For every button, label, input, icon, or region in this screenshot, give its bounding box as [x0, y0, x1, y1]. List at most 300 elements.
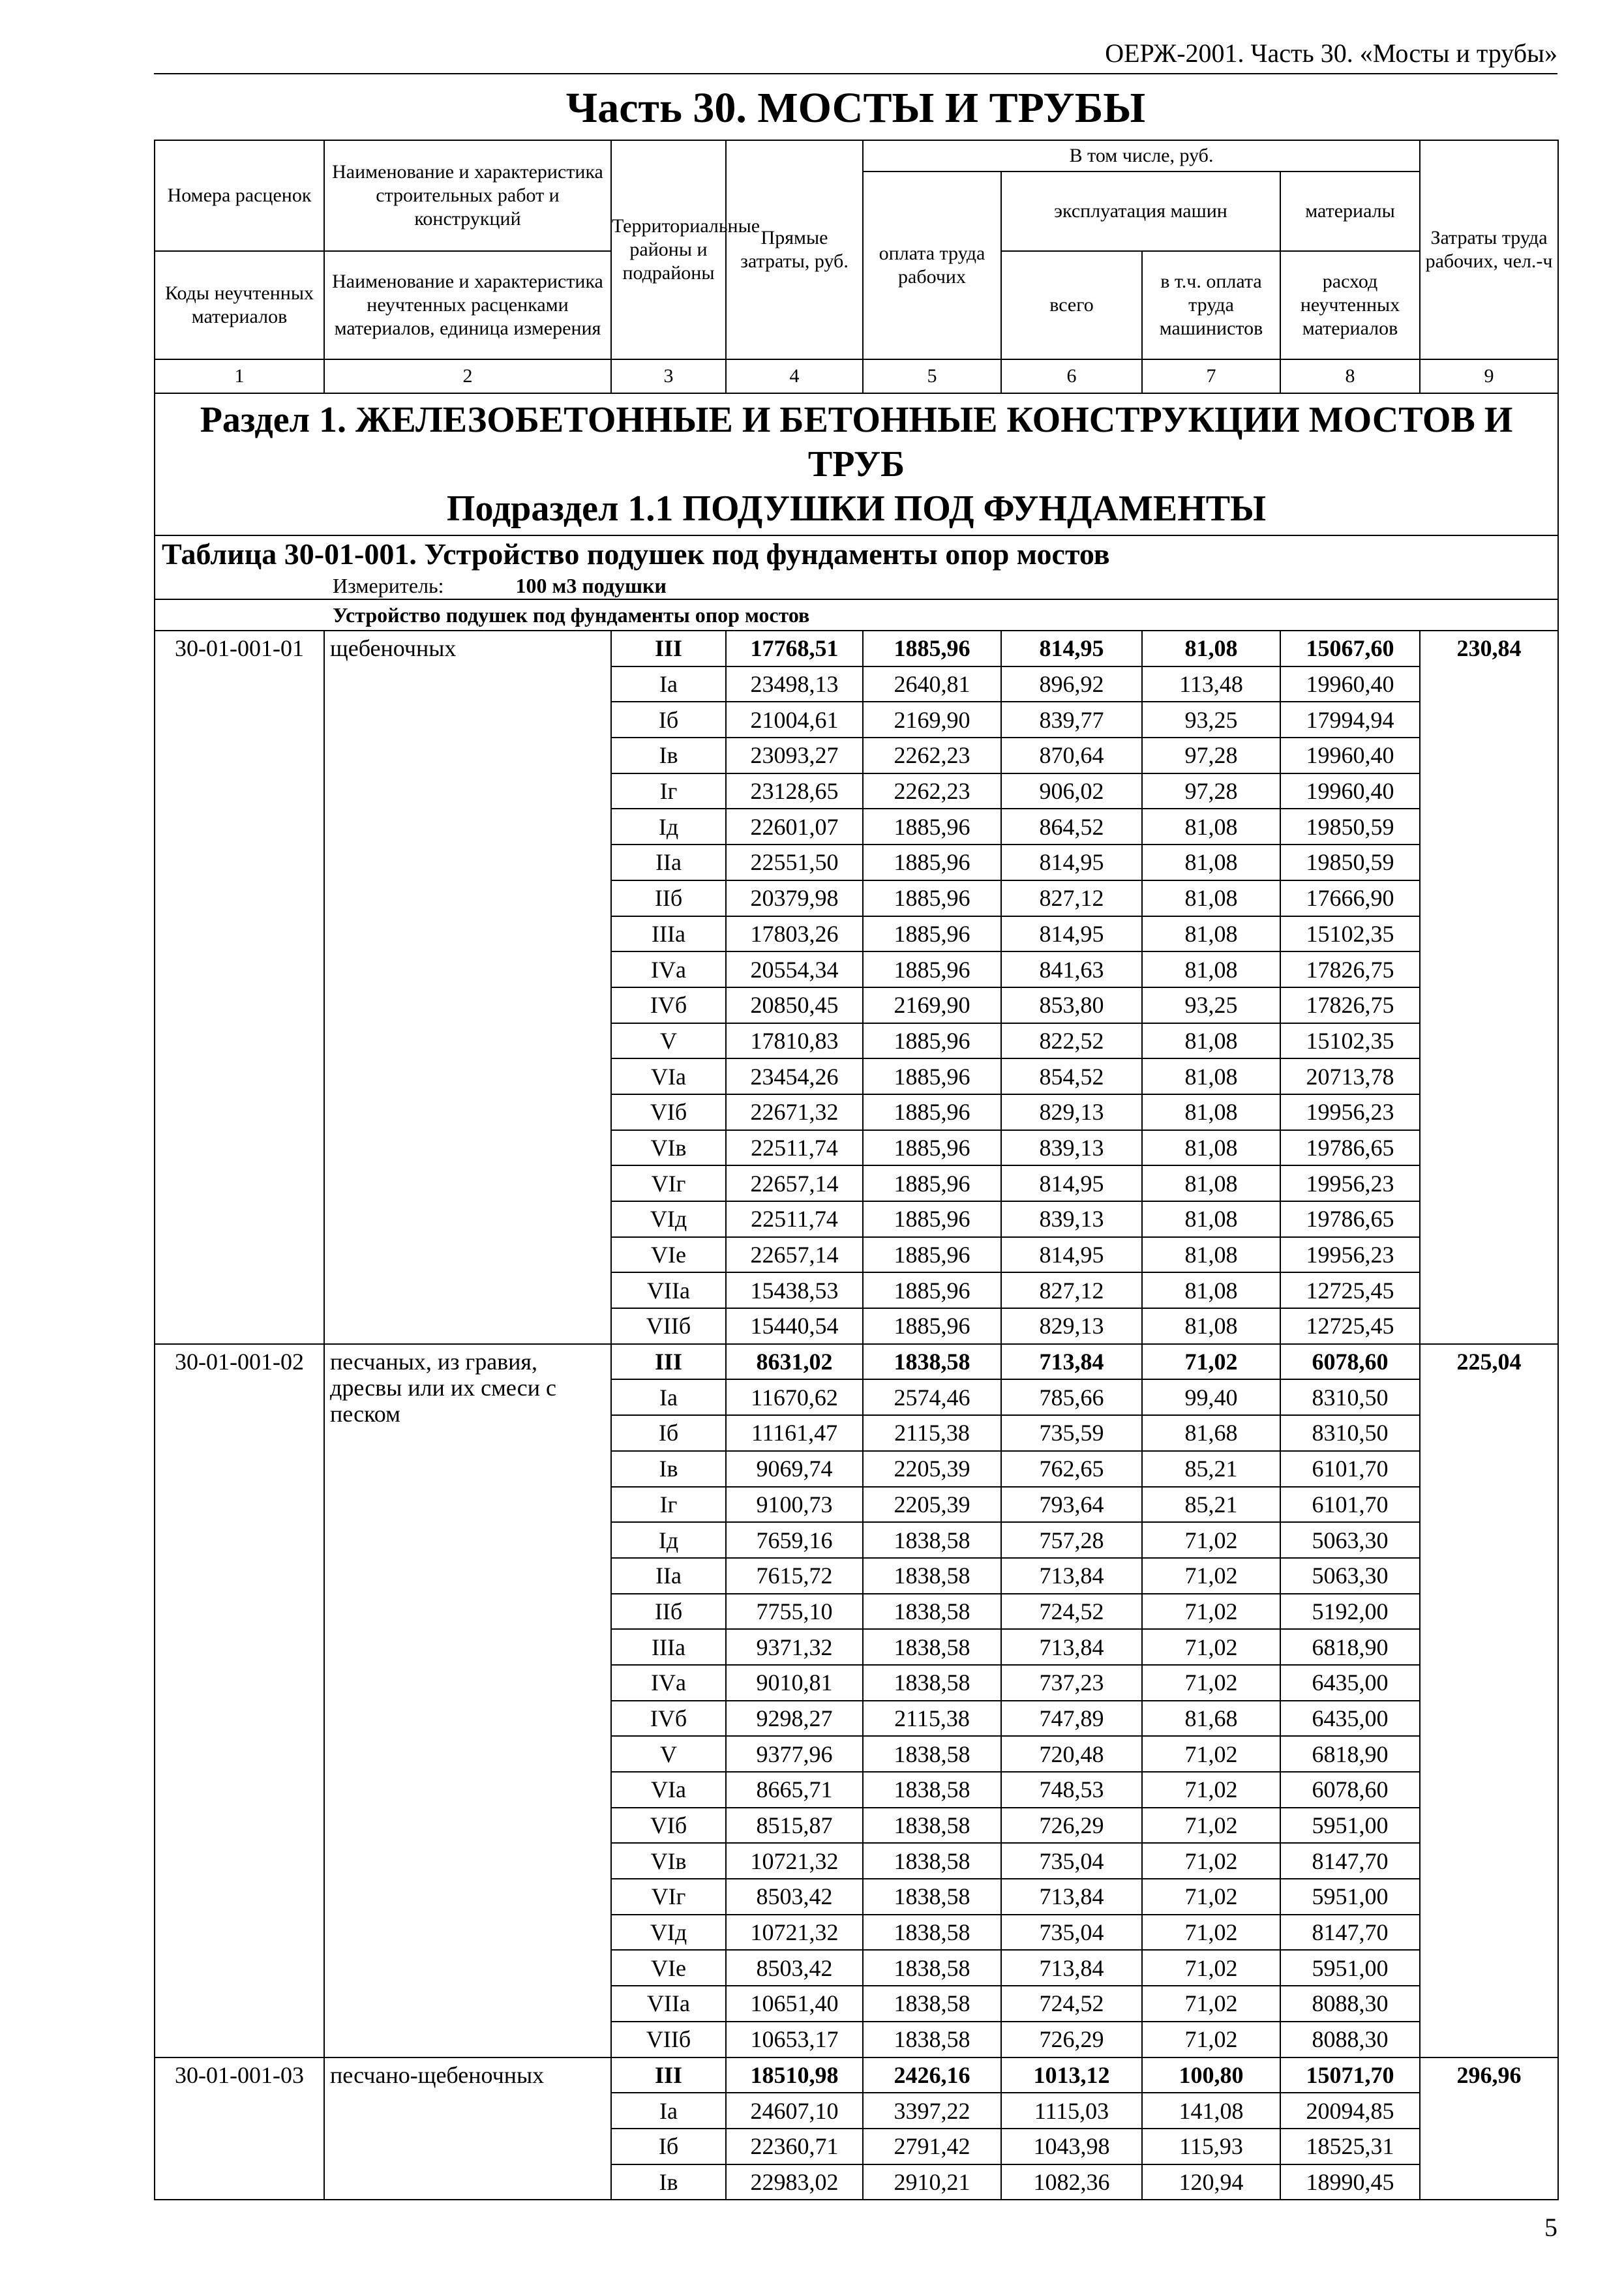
materials-cell: 6818,90 [1280, 1629, 1420, 1665]
column-numbers-row [155, 359, 1558, 393]
col-wage-header: оплата труда рабочих [863, 172, 1001, 359]
part-title: Часть 30. МОСТЫ И ТРУБЫ [565, 84, 1146, 132]
machinist-wage-cell: 81,68 [1142, 1415, 1280, 1451]
direct-cost-cell: 10651,40 [726, 1986, 863, 2022]
wage-cell: 1885,96 [863, 809, 1001, 845]
direct-cost-cell: 8665,71 [726, 1772, 863, 1808]
materials-cell: 5063,30 [1280, 1522, 1420, 1558]
machinist-wage-cell: 81,08 [1142, 880, 1280, 916]
machines-cell: 1115,03 [1001, 2093, 1142, 2129]
direct-cost-cell: 22657,14 [726, 1237, 863, 1273]
rate-name: песчано-щебеночных [324, 2057, 611, 2200]
region-cell: Iа [611, 666, 726, 702]
machines-cell: 747,89 [1001, 1701, 1142, 1737]
materials-cell: 5951,00 [1280, 1808, 1420, 1844]
machinist-wage-cell: 81,08 [1142, 1237, 1280, 1273]
materials-cell: 19850,59 [1280, 845, 1420, 880]
machines-cell: 713,84 [1001, 1558, 1142, 1594]
direct-cost-cell: 9371,32 [726, 1629, 863, 1665]
materials-cell: 19786,65 [1280, 1130, 1420, 1166]
machinist-wage-cell: 81,08 [1142, 1130, 1280, 1166]
materials-cell: 17666,90 [1280, 880, 1420, 916]
page-number: 5 [1544, 2213, 1557, 2242]
region-cell: Iб [611, 1415, 726, 1451]
wage-cell: 1838,58 [863, 1558, 1001, 1594]
materials-cell: 8088,30 [1280, 1986, 1420, 2022]
machines-cell: 827,12 [1001, 880, 1142, 916]
materials-cell: 18525,31 [1280, 2129, 1420, 2164]
wage-cell: 1885,96 [863, 1165, 1001, 1201]
wage-cell: 1885,96 [863, 1130, 1001, 1166]
col-group-header: В том числе, руб. [863, 140, 1420, 172]
materials-cell: 12725,45 [1280, 1308, 1420, 1344]
col-machines-header: эксплуатация машин [1001, 172, 1280, 251]
direct-cost-cell: 10653,17 [726, 2022, 863, 2057]
machines-cell: 726,29 [1001, 2022, 1142, 2057]
labor-cost-cell: 230,84 [1420, 631, 1558, 1344]
direct-cost-cell: 9100,73 [726, 1487, 863, 1523]
column-number: 4 [726, 359, 863, 393]
direct-cost-cell: 11161,47 [726, 1415, 863, 1451]
machines-cell: 870,64 [1001, 738, 1142, 773]
wage-cell: 1885,96 [863, 1237, 1001, 1273]
machinist-wage-cell: 71,02 [1142, 1772, 1280, 1808]
wage-cell: 2791,42 [863, 2129, 1001, 2164]
materials-cell: 19850,59 [1280, 809, 1420, 845]
machinist-wage-cell: 71,02 [1142, 1950, 1280, 1986]
machines-cell: 720,48 [1001, 1736, 1142, 1772]
direct-cost-cell: 22671,32 [726, 1094, 863, 1130]
direct-cost-cell: 22983,02 [726, 2164, 863, 2200]
rate-name: песчаных, из гравия, дресвы или их смеси с песком [324, 1344, 611, 2057]
machinist-wage-cell: 71,02 [1142, 1879, 1280, 1915]
materials-cell: 8310,50 [1280, 1379, 1420, 1415]
wage-cell: 1838,58 [863, 1879, 1001, 1915]
machinist-wage-cell: 71,02 [1142, 1843, 1280, 1879]
wage-cell: 2169,90 [863, 987, 1001, 1023]
measure-label: Измеритель: [333, 574, 444, 597]
region-cell: VIв [611, 1843, 726, 1879]
col-region-header: Территориальные районы и подрайоны [611, 140, 726, 359]
materials-cell: 6101,70 [1280, 1451, 1420, 1487]
machinist-wage-cell: 71,02 [1142, 1915, 1280, 1951]
col-labor-header: Затраты труда рабочих, чел.-ч [1420, 140, 1558, 359]
materials-cell: 6078,60 [1280, 1772, 1420, 1808]
machines-cell: 785,66 [1001, 1379, 1142, 1415]
materials-cell: 6101,70 [1280, 1487, 1420, 1523]
materials-cell: 19960,40 [1280, 738, 1420, 773]
region-cell: VIе [611, 1950, 726, 1986]
direct-cost-cell: 22511,74 [726, 1130, 863, 1166]
machinist-wage-cell: 71,02 [1142, 1736, 1280, 1772]
wage-cell: 1885,96 [863, 1094, 1001, 1130]
machinist-wage-cell: 93,25 [1142, 987, 1280, 1023]
machinist-wage-cell: 71,02 [1142, 1665, 1280, 1701]
machines-cell: 1043,98 [1001, 2129, 1142, 2164]
machines-cell: 735,04 [1001, 1915, 1142, 1951]
rates-table [154, 140, 1559, 2200]
materials-cell: 17826,75 [1280, 987, 1420, 1023]
region-cell: Iг [611, 773, 726, 809]
region-cell: Iв [611, 1451, 726, 1487]
col-material-code-header: Коды неучтенных материалов [155, 251, 324, 359]
region-cell: III [611, 631, 726, 666]
direct-cost-cell: 22657,14 [726, 1165, 863, 1201]
machinist-wage-cell: 81,08 [1142, 631, 1280, 666]
header-row-1 [155, 140, 1558, 172]
region-cell: VIб [611, 1808, 726, 1844]
direct-cost-cell: 9069,74 [726, 1451, 863, 1487]
measure-value: 100 м3 подушки [515, 574, 667, 597]
region-cell: VIв [611, 1130, 726, 1166]
region-cell: IVб [611, 987, 726, 1023]
section-title: Раздел 1. ЖЕЛЕЗОБЕТОННЫЕ И БЕТОННЫЕ КОНСТРУКЦИИ МОСТОВ И ТРУБ [200, 400, 1513, 485]
machines-cell: 839,77 [1001, 702, 1142, 738]
materials-cell: 19960,40 [1280, 773, 1420, 809]
region-cell: Iг [611, 1487, 726, 1523]
group-title: Устройство подушек под фундаменты опор мостов [333, 603, 810, 627]
direct-cost-cell: 23128,65 [726, 773, 863, 809]
labor-cost-cell: 225,04 [1420, 1344, 1558, 2057]
direct-cost-cell: 15438,53 [726, 1272, 863, 1308]
machinist-wage-cell: 81,08 [1142, 1272, 1280, 1308]
machines-cell: 713,84 [1001, 1344, 1142, 1380]
machinist-wage-cell: 81,08 [1142, 809, 1280, 845]
materials-cell: 15102,35 [1280, 1023, 1420, 1059]
wage-cell: 2262,23 [863, 738, 1001, 773]
machines-cell: 713,84 [1001, 1879, 1142, 1915]
labor-cost-cell: 296,96 [1420, 2057, 1558, 2200]
materials-cell: 15102,35 [1280, 916, 1420, 952]
machinist-wage-cell: 81,08 [1142, 1094, 1280, 1130]
direct-cost-cell: 8503,42 [726, 1879, 863, 1915]
wage-cell: 3397,22 [863, 2093, 1001, 2129]
direct-cost-cell: 21004,61 [726, 702, 863, 738]
wage-cell: 1838,58 [863, 1950, 1001, 1986]
wage-cell: 1838,58 [863, 1915, 1001, 1951]
region-cell: III [611, 2057, 726, 2093]
materials-cell: 19956,23 [1280, 1165, 1420, 1201]
machinist-wage-cell: 81,08 [1142, 1201, 1280, 1237]
direct-cost-cell: 22511,74 [726, 1201, 863, 1237]
materials-cell: 5063,30 [1280, 1558, 1420, 1594]
direct-cost-cell: 8515,87 [726, 1808, 863, 1844]
col-material-name-header: Наименование и характеристика неучтенных расценками материалов, единица измерения [324, 251, 611, 359]
direct-cost-cell: 9377,96 [726, 1736, 863, 1772]
column-number: 6 [1001, 359, 1142, 393]
wage-cell: 1885,96 [863, 951, 1001, 987]
machines-cell: 713,84 [1001, 1629, 1142, 1665]
direct-cost-cell: 10721,32 [726, 1915, 863, 1951]
machines-cell: 829,13 [1001, 1094, 1142, 1130]
machines-cell: 853,80 [1001, 987, 1142, 1023]
region-cell: VIа [611, 1772, 726, 1808]
machines-cell: 814,95 [1001, 916, 1142, 952]
machines-cell: 829,13 [1001, 1308, 1142, 1344]
materials-cell: 5951,00 [1280, 1950, 1420, 1986]
direct-cost-cell: 20379,98 [726, 880, 863, 916]
wage-cell: 1838,58 [863, 1808, 1001, 1844]
wage-cell: 1838,58 [863, 1843, 1001, 1879]
machines-cell: 896,92 [1001, 666, 1142, 702]
machinist-wage-cell: 81,08 [1142, 1023, 1280, 1059]
materials-cell: 12725,45 [1280, 1272, 1420, 1308]
machinist-wage-cell: 97,28 [1142, 773, 1280, 809]
region-cell: VIIа [611, 1986, 726, 2022]
region-cell: IIб [611, 1594, 726, 1630]
col-code-header: Номера расценок [155, 140, 324, 251]
machinist-wage-cell: 97,28 [1142, 738, 1280, 773]
machinist-wage-cell: 71,02 [1142, 1522, 1280, 1558]
materials-cell: 19956,23 [1280, 1094, 1420, 1130]
direct-cost-cell: 23498,13 [726, 666, 863, 702]
wage-cell: 1838,58 [863, 1522, 1001, 1558]
machines-cell: 827,12 [1001, 1272, 1142, 1308]
wage-cell: 1885,96 [863, 845, 1001, 880]
region-cell: VIIа [611, 1272, 726, 1308]
group-title-row [155, 599, 1558, 631]
region-cell: IVа [611, 1665, 726, 1701]
materials-cell: 19786,65 [1280, 1201, 1420, 1237]
wage-cell: 2262,23 [863, 773, 1001, 809]
wage-cell: 1838,58 [863, 1344, 1001, 1380]
wage-cell: 2169,90 [863, 702, 1001, 738]
region-cell: Iд [611, 1522, 726, 1558]
machinist-wage-cell: 100,80 [1142, 2057, 1280, 2093]
materials-cell: 15067,60 [1280, 631, 1420, 666]
machines-cell: 724,52 [1001, 1594, 1142, 1630]
materials-cell: 6435,00 [1280, 1701, 1420, 1737]
direct-cost-cell: 17810,83 [726, 1023, 863, 1059]
direct-cost-cell: 20850,45 [726, 987, 863, 1023]
wage-cell: 1885,96 [863, 1308, 1001, 1344]
direct-cost-cell: 18510,98 [726, 2057, 863, 2093]
column-number: 2 [324, 359, 611, 393]
machines-cell: 822,52 [1001, 1023, 1142, 1059]
machinist-wage-cell: 71,02 [1142, 1344, 1280, 1380]
col-material-consumption-header: расход неучтенных материалов [1280, 251, 1420, 359]
region-cell: Iд [611, 809, 726, 845]
machinist-wage-cell: 141,08 [1142, 2093, 1280, 2129]
column-number: 8 [1280, 359, 1420, 393]
machinist-wage-cell: 81,08 [1142, 916, 1280, 952]
machines-cell: 726,29 [1001, 1808, 1142, 1844]
machinist-wage-cell: 71,02 [1142, 1986, 1280, 2022]
region-cell: IIа [611, 1558, 726, 1594]
header-rule [154, 73, 1557, 74]
wage-cell: 2205,39 [863, 1451, 1001, 1487]
wage-cell: 1838,58 [863, 2022, 1001, 2057]
machines-cell: 748,53 [1001, 1772, 1142, 1808]
machinist-wage-cell: 71,02 [1142, 1558, 1280, 1594]
wage-cell: 1885,96 [863, 1023, 1001, 1059]
materials-cell: 6818,90 [1280, 1736, 1420, 1772]
direct-cost-cell: 24607,10 [726, 2093, 863, 2129]
column-number: 9 [1420, 359, 1558, 393]
materials-cell: 5192,00 [1280, 1594, 1420, 1630]
direct-cost-cell: 11670,62 [726, 1379, 863, 1415]
wage-cell: 2115,38 [863, 1415, 1001, 1451]
wage-cell: 1885,96 [863, 880, 1001, 916]
machinist-wage-cell: 81,08 [1142, 1308, 1280, 1344]
rate-code: 30-01-001-02 [155, 1344, 324, 2057]
table-title: Таблица 30-01-001. Устройство подушек под фундаменты опор мостов [162, 537, 1110, 571]
col-name-header: Наименование и характеристика строительных работ и конструкций [324, 140, 611, 251]
region-cell: IIб [611, 880, 726, 916]
machinist-wage-cell: 99,40 [1142, 1379, 1280, 1415]
column-number: 7 [1142, 359, 1280, 393]
machines-cell: 906,02 [1001, 773, 1142, 809]
materials-cell: 17826,75 [1280, 951, 1420, 987]
region-cell: VIг [611, 1879, 726, 1915]
direct-cost-cell: 10721,32 [726, 1843, 863, 1879]
direct-cost-cell: 8503,42 [726, 1950, 863, 1986]
subsection-title: Подраздел 1.1 ПОДУШКИ ПОД ФУНДАМЕНТЫ [446, 488, 1267, 529]
machinist-wage-cell: 115,93 [1142, 2129, 1280, 2164]
wage-cell: 2910,21 [863, 2164, 1001, 2200]
region-cell: VIб [611, 1094, 726, 1130]
column-number: 3 [611, 359, 726, 393]
machines-cell: 814,95 [1001, 631, 1142, 666]
machinist-wage-cell: 71,02 [1142, 1629, 1280, 1665]
machinist-wage-cell: 71,02 [1142, 1594, 1280, 1630]
machines-cell: 814,95 [1001, 1237, 1142, 1273]
region-cell: Iв [611, 2164, 726, 2200]
machines-cell: 757,28 [1001, 1522, 1142, 1558]
machinist-wage-cell: 113,48 [1142, 666, 1280, 702]
machines-cell: 839,13 [1001, 1130, 1142, 1166]
table-row [155, 1344, 1558, 1380]
materials-cell: 17994,94 [1280, 702, 1420, 738]
materials-cell: 15071,70 [1280, 2057, 1420, 2093]
machinist-wage-cell: 81,08 [1142, 951, 1280, 987]
region-cell: VIа [611, 1058, 726, 1094]
machines-cell: 762,65 [1001, 1451, 1142, 1487]
wage-cell: 1838,58 [863, 1594, 1001, 1630]
column-number: 1 [155, 359, 324, 393]
rate-code: 30-01-001-03 [155, 2057, 324, 2200]
materials-cell: 8147,70 [1280, 1843, 1420, 1879]
direct-cost-cell: 15440,54 [726, 1308, 863, 1344]
region-cell: V [611, 1736, 726, 1772]
direct-cost-cell: 17803,26 [726, 916, 863, 952]
wage-cell: 1885,96 [863, 1272, 1001, 1308]
direct-cost-cell: 9298,27 [726, 1701, 863, 1737]
column-number: 5 [863, 359, 1001, 393]
region-cell: Iа [611, 2093, 726, 2129]
machinist-wage-cell: 85,21 [1142, 1451, 1280, 1487]
materials-cell: 6078,60 [1280, 1344, 1420, 1380]
region-cell: Iв [611, 738, 726, 773]
measure-line [162, 573, 1557, 599]
direct-cost-cell: 17768,51 [726, 631, 863, 666]
machines-cell: 814,95 [1001, 845, 1142, 880]
machinist-wage-cell: 71,02 [1142, 1808, 1280, 1844]
wage-cell: 1838,58 [863, 1736, 1001, 1772]
materials-cell: 20713,78 [1280, 1058, 1420, 1094]
region-cell: Iб [611, 702, 726, 738]
machinist-wage-cell: 71,02 [1142, 2022, 1280, 2057]
wage-cell: 1838,58 [863, 1986, 1001, 2022]
machines-cell: 814,95 [1001, 1165, 1142, 1201]
table-row [155, 2057, 1558, 2093]
wage-cell: 1838,58 [863, 1772, 1001, 1808]
wage-cell: 1885,96 [863, 631, 1001, 666]
direct-cost-cell: 23454,26 [726, 1058, 863, 1094]
region-cell: VIд [611, 1201, 726, 1237]
machinist-wage-cell: 81,08 [1142, 1165, 1280, 1201]
direct-cost-cell: 7755,10 [726, 1594, 863, 1630]
wage-cell: 2115,38 [863, 1701, 1001, 1737]
machines-cell: 713,84 [1001, 1950, 1142, 1986]
machines-cell: 1082,36 [1001, 2164, 1142, 2200]
table-title-row [155, 535, 1558, 599]
region-cell: VIе [611, 1237, 726, 1273]
region-cell: IVа [611, 951, 726, 987]
machines-cell: 864,52 [1001, 809, 1142, 845]
direct-cost-cell: 7659,16 [726, 1522, 863, 1558]
machines-cell: 724,52 [1001, 1986, 1142, 2022]
region-cell: VIг [611, 1165, 726, 1201]
rate-name: щебеночных [324, 631, 611, 1344]
table-row [155, 631, 1558, 666]
region-cell: IVб [611, 1701, 726, 1737]
wage-cell: 1885,96 [863, 1201, 1001, 1237]
col-machinist-wage-header: в т.ч. оплата труда машинистов [1142, 251, 1280, 359]
materials-cell: 8088,30 [1280, 2022, 1420, 2057]
running-title: ОЕРЖ-2001. Часть 30. «Мосты и трубы» [1105, 38, 1557, 68]
wage-cell: 2640,81 [863, 666, 1001, 702]
direct-cost-cell: 22601,07 [726, 809, 863, 845]
direct-cost-cell: 22360,71 [726, 2129, 863, 2164]
machines-cell: 735,59 [1001, 1415, 1142, 1451]
col-machines-total-header: всего [1001, 251, 1142, 359]
materials-cell: 18990,45 [1280, 2164, 1420, 2200]
materials-cell: 19960,40 [1280, 666, 1420, 702]
section-row [155, 393, 1558, 535]
machines-cell: 1013,12 [1001, 2057, 1142, 2093]
wage-cell: 2205,39 [863, 1487, 1001, 1523]
machines-cell: 854,52 [1001, 1058, 1142, 1094]
region-cell: VIд [611, 1915, 726, 1951]
direct-cost-cell: 9010,81 [726, 1665, 863, 1701]
region-cell: VIIб [611, 1308, 726, 1344]
machines-cell: 737,23 [1001, 1665, 1142, 1701]
wage-cell: 1838,58 [863, 1629, 1001, 1665]
direct-cost-cell: 8631,02 [726, 1344, 863, 1380]
machines-cell: 839,13 [1001, 1201, 1142, 1237]
direct-cost-cell: 23093,27 [726, 738, 863, 773]
machinist-wage-cell: 81,08 [1142, 1058, 1280, 1094]
region-cell: Iб [611, 2129, 726, 2164]
materials-cell: 8147,70 [1280, 1915, 1420, 1951]
machinist-wage-cell: 81,68 [1142, 1701, 1280, 1737]
region-cell: III [611, 1344, 726, 1380]
region-cell: VIIб [611, 2022, 726, 2057]
direct-cost-cell: 22551,50 [726, 845, 863, 880]
region-cell: IIIа [611, 1629, 726, 1665]
region-cell: Iа [611, 1379, 726, 1415]
region-cell: V [611, 1023, 726, 1059]
materials-cell: 19956,23 [1280, 1237, 1420, 1273]
direct-cost-cell: 20554,34 [726, 951, 863, 987]
wage-cell: 1885,96 [863, 916, 1001, 952]
machinist-wage-cell: 81,08 [1142, 845, 1280, 880]
wage-cell: 1885,96 [863, 1058, 1001, 1094]
machines-cell: 841,63 [1001, 951, 1142, 987]
direct-cost-cell: 7615,72 [726, 1558, 863, 1594]
materials-cell: 20094,85 [1280, 2093, 1420, 2129]
